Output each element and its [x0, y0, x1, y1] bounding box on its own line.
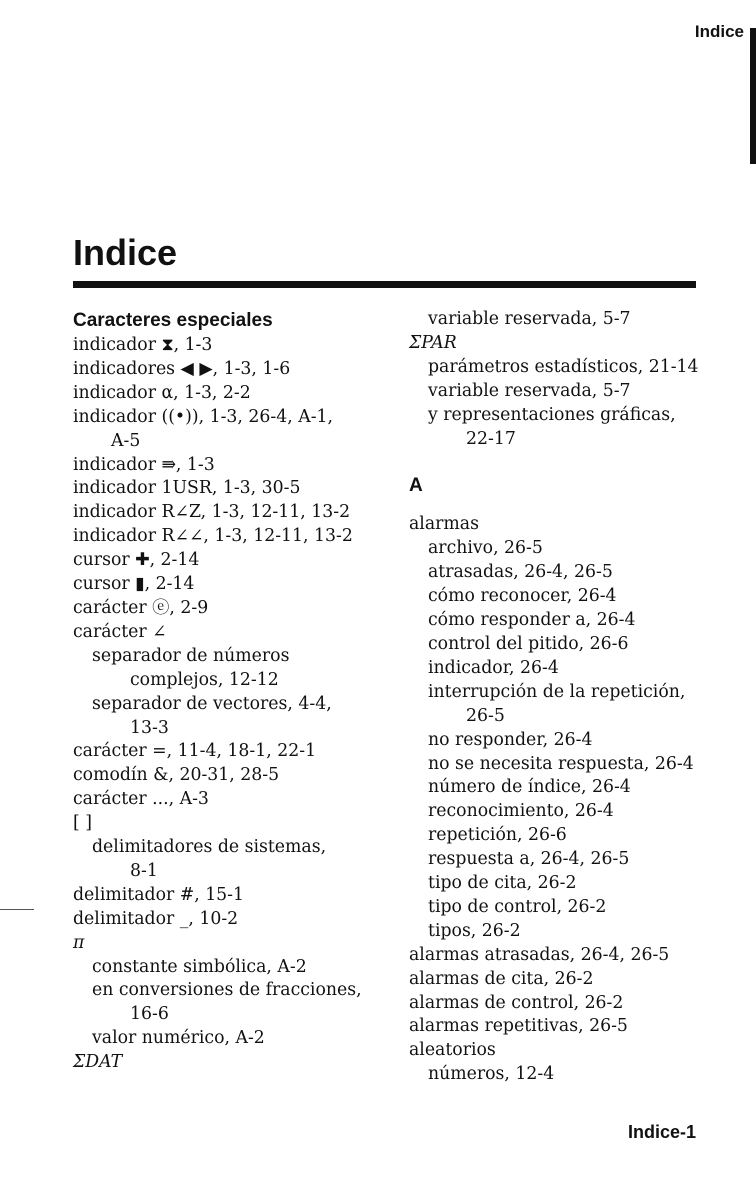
index-column-right: [409, 308, 749, 1087]
index-entry: comodín &, 20-31, 28-5: [73, 765, 280, 786]
index-entry: [ ]: [73, 813, 92, 834]
index-entry: alarmas de control, 26-2: [409, 992, 624, 1013]
index-column-left: [73, 308, 393, 1075]
index-subentry: archivo, 26-5: [428, 538, 543, 559]
index-entry: indicador α, 1-3, 2-2: [73, 382, 251, 403]
running-head: Indice: [694, 22, 744, 41]
index-subentry: parámetros estadísticos, 21-14: [428, 356, 699, 377]
index-entry: π: [73, 932, 85, 953]
index-entry: indicador ⧗, 1-3: [73, 335, 213, 355]
index-entry: alarmas: [409, 514, 479, 535]
index-entry: alarmas atrasadas, 26-4, 26-5: [409, 944, 670, 965]
index-subentry: atrasadas, 26-4, 26-5: [428, 562, 613, 583]
section-heading-a: A: [409, 475, 423, 497]
index-entry-continuation: complejos, 12-12: [130, 669, 279, 690]
index-entry-continuation: 22-17: [466, 428, 516, 449]
index-entry-continuation: 8-1: [130, 860, 158, 881]
index-subentry: separador de vectores, 4-4,: [92, 693, 332, 714]
index-entry: carácter ..., A-3: [73, 789, 209, 810]
index-subentry: cómo responder a, 26-4: [428, 610, 636, 631]
title-rule: [73, 281, 696, 288]
section-heading-special-characters: Caracteres especiales: [73, 310, 273, 331]
index-entry: indicador ((•)), 1-3, 26-4, A-1,: [73, 406, 334, 427]
edge-tab: [750, 28, 756, 164]
index-subentry: tipos, 26-2: [428, 920, 521, 941]
index-entry: indicador R∠∠, 1-3, 12-11, 13-2: [73, 526, 353, 547]
index-subentry: tipo de cita, 26-2: [428, 873, 577, 894]
index-subentry: número de índice, 26-4: [428, 777, 631, 798]
index-subentry: interrupción de la repetición,: [428, 681, 686, 702]
index-entry: cursor ✚, 2-14: [73, 550, 200, 571]
index-entry: carácter ⓔ, 2-9: [73, 597, 209, 618]
index-entry: indicador 1USR, 1-3, 30-5: [73, 478, 301, 499]
index-entry: alarmas de cita, 26-2: [409, 968, 594, 989]
index-entry: delimitador _, 10-2: [73, 908, 239, 929]
index-entry-continuation: A-5: [111, 430, 141, 451]
index-entry: ΣDAT: [73, 1052, 123, 1073]
index-subentry: no responder, 26-4: [428, 729, 593, 750]
index-subentry: indicador, 26-4: [428, 657, 559, 678]
spacer: [409, 499, 749, 513]
index-entry-continuation: 16-6: [130, 1004, 169, 1025]
index-subentry: constante simbólica, A-2: [92, 956, 307, 977]
index-subentry: reconocimiento, 26-4: [428, 801, 614, 822]
index-entry-continuation: 13-3: [130, 717, 169, 738]
index-subentry: control del pitido, 26-6: [428, 633, 629, 654]
index-subentry: variable reservada, 5-7: [428, 309, 631, 329]
page-title: Indice: [73, 232, 178, 273]
index-entry: aleatorios: [409, 1040, 496, 1061]
margin-mark: [0, 909, 34, 910]
index-entry: cursor ▮, 2-14: [73, 574, 195, 595]
index-subentry: números, 12-4: [428, 1064, 555, 1085]
index-entry: indicador ⇛, 1-3: [73, 454, 215, 475]
index-entry: alarmas repetitivas, 26-5: [409, 1016, 628, 1037]
spacer: [409, 451, 749, 473]
index-entry: carácter ∠: [73, 621, 167, 642]
index-subentry: variable reservada, 5-7: [428, 380, 631, 401]
index-subentry: repetición, 26-6: [428, 825, 567, 846]
index-subentry: y representaciones gráficas,: [428, 404, 676, 425]
index-subentry: separador de números: [92, 645, 290, 666]
index-entry-continuation: 26-5: [466, 705, 505, 726]
index-entry: indicadores ◀ ▶, 1-3, 1-6: [73, 358, 291, 379]
index-subentry: tipo de control, 26-2: [428, 896, 607, 917]
index-entry: indicador R∠Z, 1-3, 12-11, 13-2: [73, 502, 351, 523]
index-subentry: respuesta a, 26-4, 26-5: [428, 849, 630, 870]
index-subentry: cómo reconocer, 26-4: [428, 586, 617, 607]
index-subentry: valor numérico, A-2: [92, 1028, 265, 1049]
index-subentry: no se necesita respuesta, 26-4: [428, 753, 694, 774]
index-subentry: delimitadores de sistemas,: [92, 837, 327, 858]
index-subentry: en conversiones de fracciones,: [92, 980, 362, 1001]
index-entry: carácter =, 11-4, 18-1, 22-1: [73, 741, 317, 762]
index-entry: delimitador #, 15-1: [73, 884, 245, 905]
index-entry: ΣPAR: [409, 332, 457, 353]
page-number: Indice-1: [627, 1122, 696, 1142]
